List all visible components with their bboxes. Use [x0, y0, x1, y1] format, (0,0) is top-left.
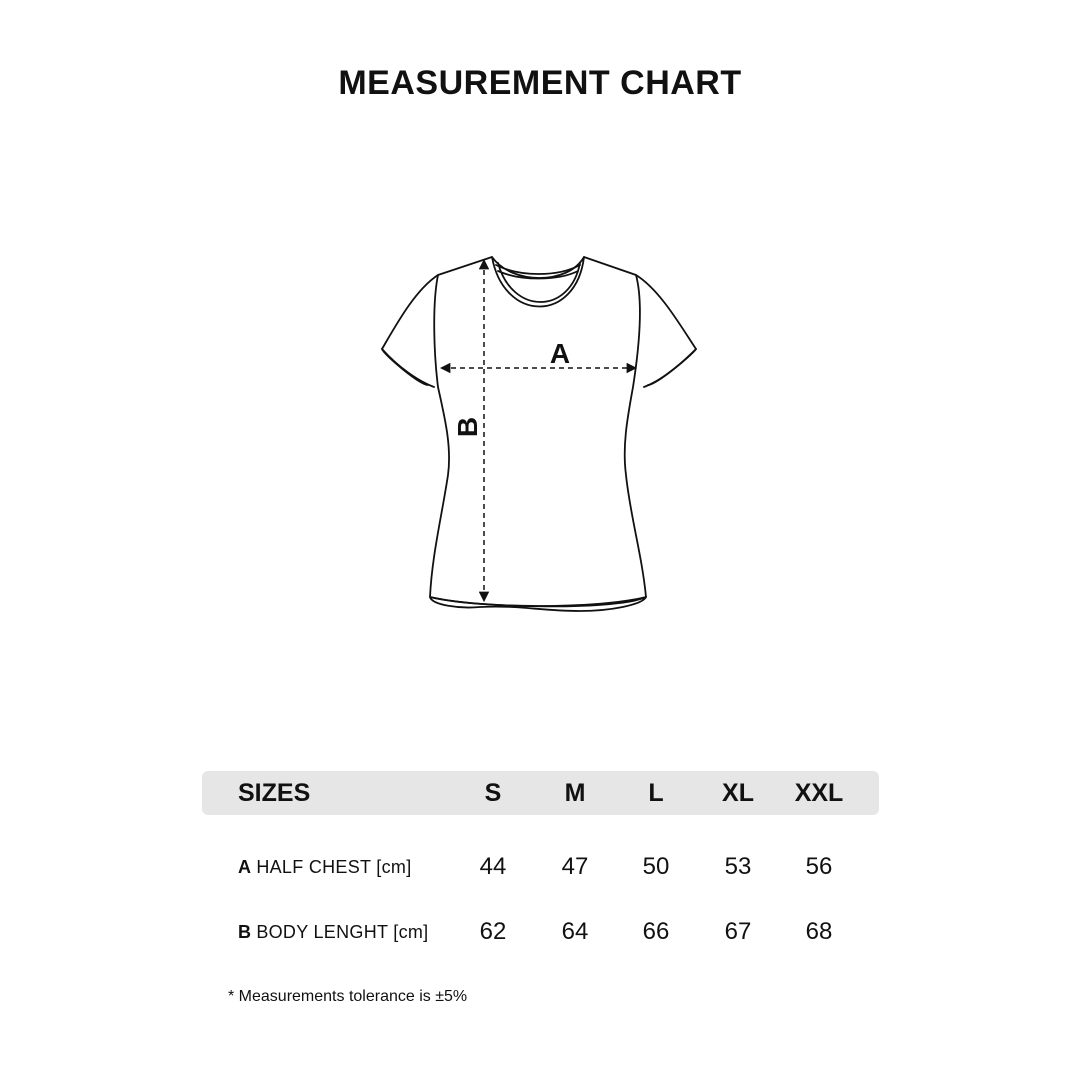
header-size-l: L: [648, 778, 664, 807]
label-a: A: [549, 338, 571, 369]
half-chest-xl: 53: [724, 853, 752, 880]
half-chest-s: 44: [479, 853, 507, 880]
left-sleeve: [382, 275, 438, 387]
half-chest-l: 50: [642, 853, 670, 880]
row-label-text: HALF CHEST [cm]: [256, 856, 412, 877]
body-length-xxl: 68: [805, 918, 833, 945]
body-length-l: 66: [642, 918, 670, 945]
tshirt-outline-svg: [370, 245, 710, 625]
row-key-a: A: [238, 856, 252, 877]
half-chest-m: 47: [561, 853, 589, 880]
body-length-s: 62: [479, 918, 507, 945]
table-header-row: [202, 771, 879, 815]
header-size-s: S: [484, 778, 502, 807]
row-label-half-chest: [238, 847, 478, 887]
right-cuff: [648, 349, 696, 385]
collar-inner: [498, 263, 580, 302]
header-size-xl: XL: [722, 778, 754, 807]
body-length-xl: 67: [724, 918, 752, 945]
table-row-body-length: [202, 912, 879, 952]
left-cuff: [382, 349, 428, 385]
tolerance-note: * Measurements tolerance is ±5%: [228, 988, 468, 1005]
row-key-b: B: [238, 921, 252, 942]
right-sleeve: [636, 275, 696, 387]
row-label-text: BODY LENGHT [cm]: [256, 921, 429, 942]
body-length-m: 64: [561, 918, 589, 945]
header-size-xxl: XXL: [794, 778, 844, 807]
tshirt-diagram: [370, 245, 710, 625]
header-sizes-label: SIZES: [238, 778, 311, 807]
row-label-body-length: [238, 912, 478, 952]
half-chest-xxl: 56: [805, 853, 833, 880]
table-row-half-chest: [202, 847, 879, 887]
size-table: [202, 771, 879, 945]
page-title: MEASUREMENT CHART: [338, 64, 742, 102]
label-b: B: [452, 416, 483, 438]
header-size-m: M: [564, 778, 586, 807]
